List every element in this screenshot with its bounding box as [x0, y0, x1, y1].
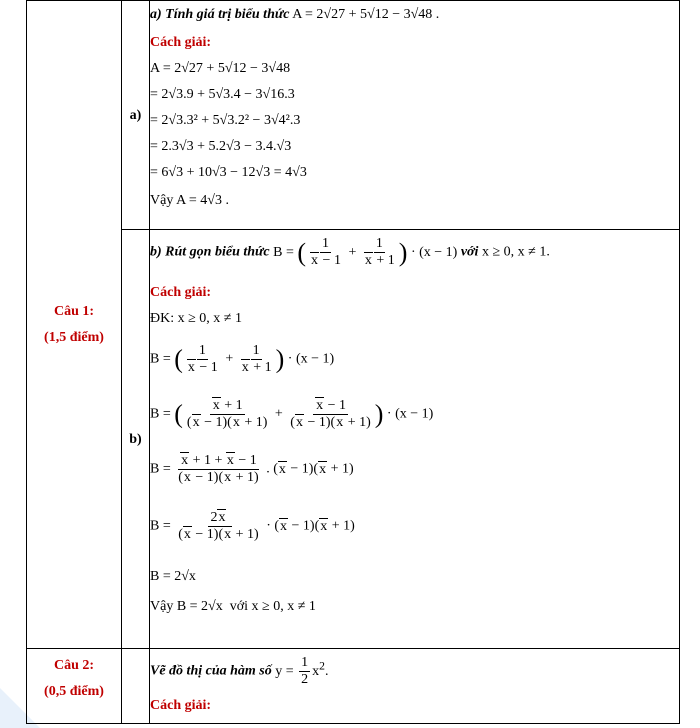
- q2-prompt-line: [150, 655, 679, 688]
- q1-a-step-1: A = 2√27 + 5√12 − 3√48: [150, 61, 291, 76]
- q1-b-prompt-expr: B = ( $\frac{1}{x - 1}$ + $\frac{1}{x + 1}$ ) · (x − 1): [273, 236, 461, 268]
- q1-a-step-3: = 2√3.3² + 5√3.2² − 3√4².3: [150, 113, 301, 128]
- q1-a-content: [150, 1, 680, 230]
- q1-b-conclusion-cond-word: với: [229, 599, 249, 614]
- q1-label: Câu 1:: [53, 303, 95, 319]
- q1-a-prompt-line: [150, 5, 679, 25]
- q1-part-b-row: [27, 230, 680, 649]
- q1-b-dk: x ≥ 0, x ≠ 1: [177, 311, 242, 326]
- q2-content: [150, 649, 680, 724]
- q1-b-prompt-cond-word: với: [460, 244, 479, 260]
- q1-a-label: a): [129, 108, 142, 123]
- q1-b-step-2: B = ( $\frac{x + 1}{(x - 1)(x + 1)}$ + $\frac{x - 1}{(x - 1)(x + 1)}$ ) · (x − 1): [150, 398, 434, 430]
- q1-a-label-cell: [122, 1, 150, 230]
- q1-a-prompt-expr: A = 2√27 + 5√12 − 3√48 .: [292, 7, 440, 22]
- q2-points: (0,5 điểm): [44, 684, 104, 699]
- q1-b-step-1: B = ( $\frac{1}{x - 1}$ + $\frac{1}{x + 1}$ ) · (x − 1): [150, 343, 335, 375]
- q1-b-dk-label: ĐK:: [150, 311, 175, 326]
- q1-a-step-4: = 2.3√3 + 5.2√3 − 3.4.√3: [150, 139, 292, 154]
- solution-table: [26, 0, 680, 724]
- q1-a-method: Cách giải:: [150, 35, 212, 50]
- q1-a-conclusion-line: [150, 191, 679, 211]
- q1-b-method: Cách giải:: [150, 285, 212, 300]
- q2-method: Cách giải:: [150, 698, 212, 713]
- q2-prompt: Vẽ đồ thị của hàm số: [150, 663, 272, 679]
- q1-a-conclusion-prefix: Vậy: [150, 193, 174, 208]
- q2-row: [27, 649, 680, 724]
- q1-b-label: b): [129, 432, 142, 447]
- q2-function: y = $\frac{1}{2}$ $x^2$.: [275, 655, 329, 687]
- q1-b-conclusion-prefix: Vậy: [150, 599, 174, 614]
- q1-b-step-5: B = 2√x: [150, 569, 196, 584]
- q1-b-dk-line: [150, 309, 679, 329]
- q1-a-conclusion: A = 4√3 .: [176, 193, 229, 208]
- q1-b-prompt: b) Rút gọn biểu thức: [150, 244, 270, 260]
- q1-b-prompt-line: [150, 236, 679, 269]
- q1-b-conclusion: B = 2√x: [176, 599, 223, 614]
- q1-b-step-3: B = $\frac{x + 1 + x - 1}{(x - 1)(x + 1)}$ . (x − 1)(x + 1): [150, 453, 354, 485]
- q1-b-prompt-cond: x ≥ 0, x ≠ 1.: [481, 244, 550, 260]
- q1-b-step-4: B = $\frac{2x}{(x - 1)(x + 1)}$ · (x − 1)(x + 1): [150, 510, 355, 542]
- q1-b-content: [150, 230, 680, 649]
- q2-label: Câu 2:: [53, 658, 95, 673]
- q1-b-conclusion-cond: x ≥ 0, x ≠ 1: [251, 599, 316, 614]
- q2-label-cell: [27, 649, 122, 724]
- q1-points: (1,5 điểm): [44, 329, 104, 345]
- q2-part-cell: [122, 649, 150, 724]
- q1-b-label-cell: [122, 230, 150, 649]
- q1-a-step-2: = 2√3.9 + 5√3.4 − 3√16.3: [150, 87, 295, 102]
- q1-label-cell: [27, 1, 122, 649]
- q1-part-a-row: [27, 1, 680, 230]
- q1-b-conclusion-line: [150, 597, 679, 617]
- q1-a-prompt: a) Tính giá trị biểu thức: [150, 7, 290, 22]
- q1-a-step-5: = 6√3 + 10√3 − 12√3 = 4√3: [150, 165, 307, 180]
